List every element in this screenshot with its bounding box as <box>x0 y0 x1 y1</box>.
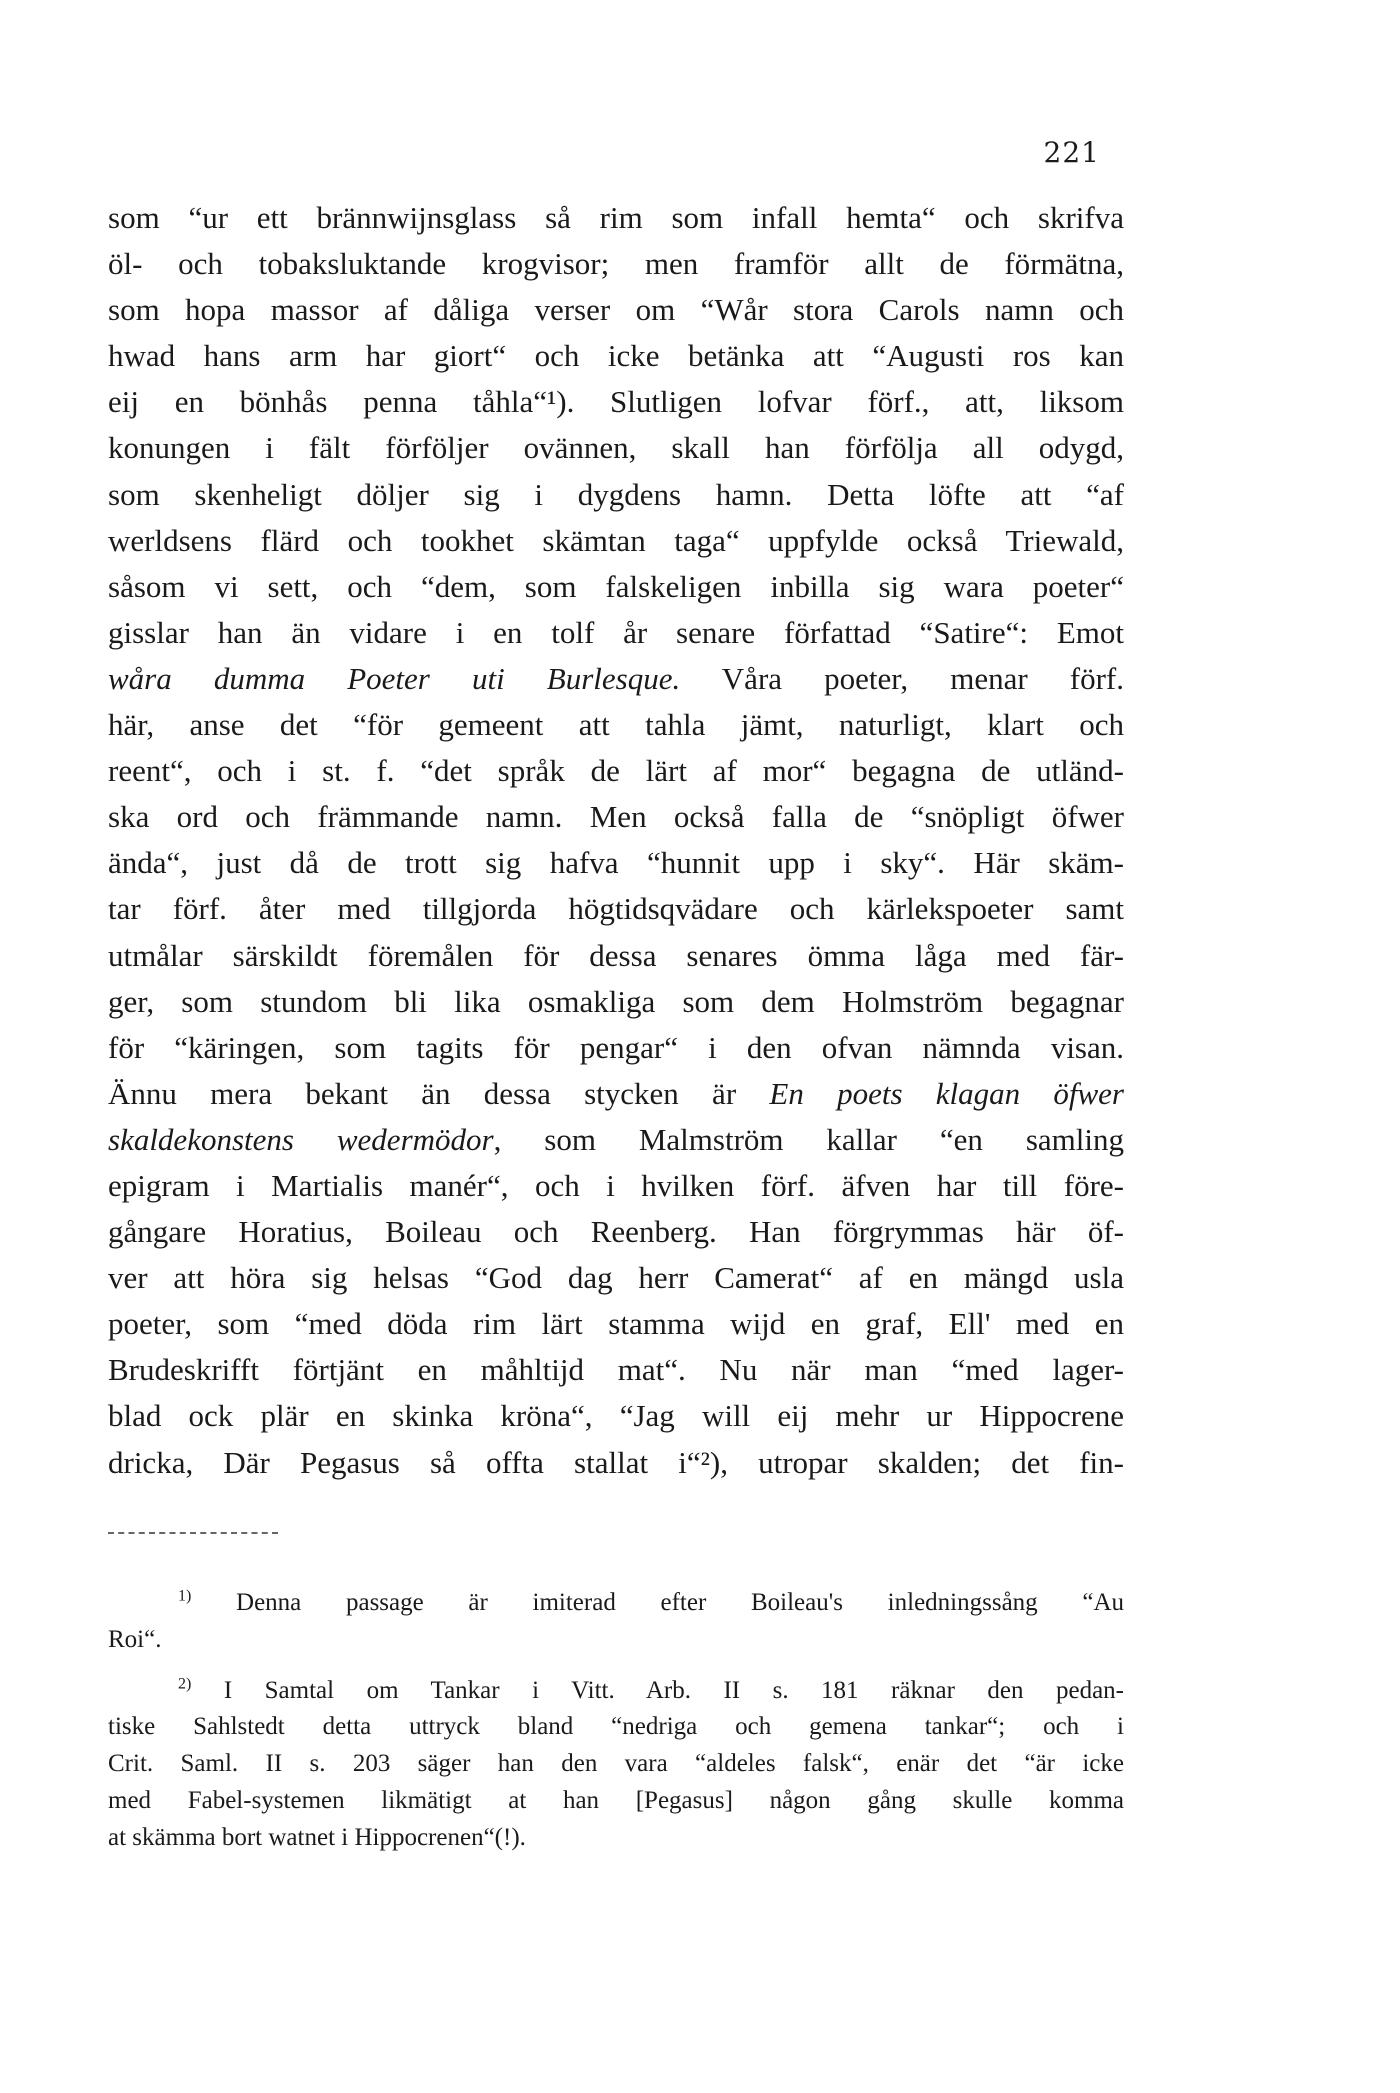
footnote-2-line: tiske Sahlstedt detta uttryck bland “nedriga och gemena tankar“; och i <box>108 1713 1124 1741</box>
footnote-1-line: Roi“. <box>108 1625 162 1653</box>
text-run: , som Malmström kallar “en samling <box>493 1121 1124 1157</box>
text-line: ver att höra sig helsas “God dag herr Camerat“ af en mängd usla <box>108 1260 1124 1296</box>
text-line: gångare Horatius, Boileau och Reenberg. Han förgrymmas här öf- <box>108 1214 1124 1250</box>
text-line: som hopa massor af dåliga verser om “Wår stora Carols namn och <box>108 292 1124 328</box>
footnote-divider <box>108 1532 278 1534</box>
text-line <box>108 1071 1124 1117</box>
text-line: konungen i fält förföljer ovännen, skall han förfölja all odygd, <box>108 430 1124 466</box>
text-line: Brudeskrifft förtjänt en måhltijd mat“. Nu när man “med lager- <box>108 1352 1124 1388</box>
text-line: werldsens flärd och tookhet skämtan taga“ uppfylde också Triewald, <box>108 522 1124 558</box>
footnote-1-marker: 1) <box>178 1587 192 1605</box>
text-line: eij en bönhås penna tåhla“¹). Slutligen lofvar förf., att, liksom <box>108 384 1124 420</box>
text-line: ända“, just då de trott sig hafva “hunnit upp i sky“. Här skäm- <box>108 845 1124 881</box>
footnote-2-line: med Fabel-systemen likmätigt at han [Pegasus] någon gång skulle komma <box>108 1786 1124 1814</box>
text-line: såsom vi sett, och “dem, som falskeligen inbilla sig wara poeter“ <box>108 568 1124 604</box>
work-title-italic: En poets klagan öfwer <box>769 1075 1124 1111</box>
text-line: här, anse det “för gemeent att tahla jämt, naturligt, klart och <box>108 707 1124 743</box>
footnote-1-line <box>108 1585 1124 1622</box>
page-number: 221 <box>1043 136 1100 169</box>
text-line: blad ock plär en skinka kröna“, “Jag will eij mehr ur Hippocrene <box>108 1398 1124 1434</box>
text-line <box>108 656 1124 702</box>
text-line: öl- och tobaksluktande krogvisor; men framför allt de förmätna, <box>108 246 1124 282</box>
footnote-text: Denna passage är imiterad efter Boileau's inledningssång “Au <box>236 1589 1124 1616</box>
text-run: Våra poeter, menar förf. <box>680 660 1124 696</box>
text-line <box>108 1117 1124 1163</box>
text-line: utmålar särskildt föremålen för dessa senares ömma låga med fär- <box>108 937 1124 973</box>
text-line: ska ord och främmande namn. Men också falla de “snöpligt öfwer <box>108 799 1124 835</box>
text-line: dricka, Där Pegasus så offta stallat i“²), utropar skalden; det fin- <box>108 1444 1124 1480</box>
work-title-italic: skaldekonstens wedermödor <box>108 1121 494 1157</box>
text-line: ger, som stundom bli lika osmakliga som dem Holmström begagnar <box>108 983 1124 1019</box>
text-line: hwad hans arm har giort“ och icke betänka att “Augusti ros kan <box>108 338 1124 374</box>
text-line: reent“, och i st. f. “det språk de lärt af mor“ begagna de utländ- <box>108 753 1124 789</box>
footnote-2-line <box>108 1673 1124 1710</box>
text-line: epigram i Martialis manér“, och i hvilken förf. äfven har till före- <box>108 1167 1124 1203</box>
footnote-2-line: Crit. Saml. II s. 203 säger han den vara “aldeles falsk“, enär det “är icke <box>108 1750 1124 1778</box>
footnote-text: I Samtal om Tankar i Vitt. Arb. II s. 181 räknar den pedan- <box>223 1676 1124 1704</box>
footnote-2-marker: 2) <box>178 1675 192 1693</box>
text-line: gisslar han än vidare i en tolf år senare författad “Satire“: Emot <box>108 614 1124 650</box>
text-line: som “ur ett brännwijnsglass så rim som infall hemta“ och skrifva <box>108 200 1124 235</box>
body-text <box>108 195 1124 1486</box>
text-line: för “käringen, som tagits för pengar“ i den ofvan nämnda visan. <box>108 1029 1124 1065</box>
footnote-2-line: at skämma bort watnet i Hippocrenen“(!). <box>108 1823 526 1851</box>
text-line: som skenheligt döljer sig i dygdens hamn. Detta löfte att “af <box>108 476 1124 512</box>
work-title-italic: wåra dumma Poeter uti Burlesque. <box>108 660 681 696</box>
text-line: tar förf. åter med tillgjorda högtidsqvädare och kärlekspoeter samt <box>108 891 1124 927</box>
text-run: Ännu mera bekant än dessa stycken är <box>108 1075 770 1111</box>
footnotes <box>108 1585 1124 1857</box>
text-line: poeter, som “med döda rim lärt stamma wijd en graf, Ell' med en <box>108 1306 1124 1342</box>
